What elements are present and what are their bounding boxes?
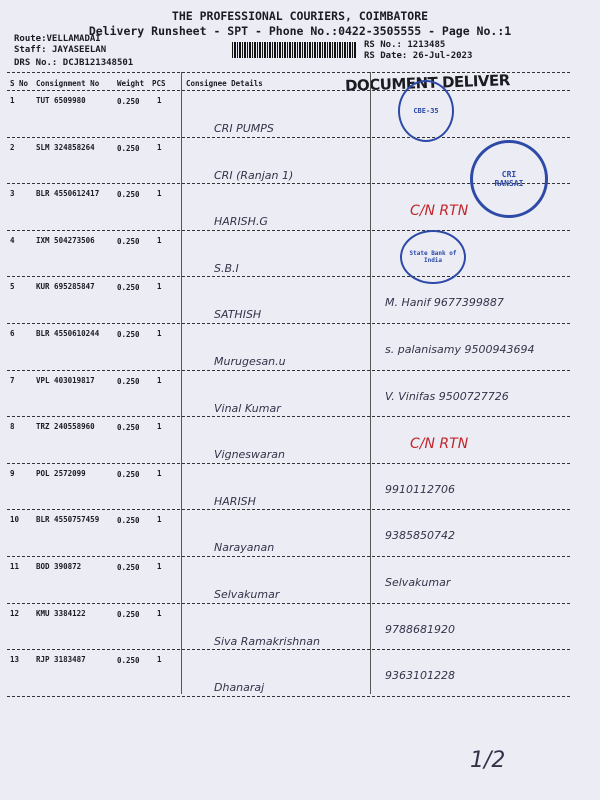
row-remark-handwritten: C/N RTN — [410, 436, 469, 453]
row-pcs: 1 — [157, 235, 162, 245]
row-separator — [7, 370, 570, 371]
barcode — [232, 42, 356, 58]
col-pcs: PCS — [152, 79, 166, 88]
row-consignment: RJP 3183487 — [36, 655, 86, 665]
row-sno: 3 — [10, 189, 15, 199]
runsheet-subtitle: Delivery Runsheet - SPT - Phone No.:0422-3505555 - Page No.:1 — [88, 24, 512, 38]
row-consignee-handwritten: HARISH.G — [214, 215, 268, 229]
row-consignee-handwritten: CRI PUMPS — [214, 122, 274, 135]
row-sno: 9 — [10, 468, 15, 478]
row-consignment: KUR 695285847 — [36, 282, 95, 292]
cri-seal-stamp: CBE-35 — [398, 80, 454, 142]
header-bottom-rule — [7, 90, 570, 91]
row-consignment: TRZ 240558960 — [36, 422, 95, 432]
row-consignment: BLR 4550612417 — [36, 189, 100, 199]
row-weight: 0.250 — [117, 330, 140, 339]
row-separator — [7, 276, 570, 277]
row-remark-handwritten: 9910112706 — [385, 482, 455, 496]
row-sno: 10 — [10, 515, 20, 525]
row-pcs: 1 — [157, 562, 162, 571]
row-consignee-handwritten: Murugesan.u — [214, 355, 286, 368]
row-consignment: KMU 3384122 — [36, 608, 86, 618]
page-mark: 1/2 — [470, 748, 506, 773]
col-weight: Weight — [117, 79, 145, 88]
drs-value: DCJB121348501 — [62, 58, 134, 68]
row-separator — [7, 230, 570, 231]
drs-row — [14, 58, 133, 68]
staff-label: Staff: — [14, 45, 47, 55]
row-pcs: 1 — [157, 608, 162, 618]
rs-no-value: 1213485 — [407, 40, 446, 50]
consignee-divider — [181, 72, 182, 694]
row-consignee-handwritten: Vinal Kumar — [214, 401, 281, 415]
rs-no-row — [364, 40, 445, 50]
row-consignee-handwritten: S.B.I — [214, 261, 239, 275]
row-separator — [7, 696, 570, 697]
row-weight: 0.250 — [117, 609, 140, 619]
row-weight: 0.250 — [117, 97, 140, 106]
row-remark-handwritten: 9385850742 — [385, 529, 455, 543]
row-pcs: 1 — [157, 375, 162, 385]
row-weight: 0.250 — [117, 469, 140, 479]
row-consignment: BLR 4550610244 — [36, 329, 100, 338]
document-deliver-stamp: DOCUMENT DELIVER — [344, 71, 511, 95]
row-sno: 11 — [10, 562, 20, 571]
row-pcs: 1 — [157, 142, 162, 152]
row-pcs: 1 — [157, 515, 162, 525]
row-separator — [7, 649, 570, 650]
rs-date-row — [364, 51, 472, 61]
row-sno: 6 — [10, 329, 15, 338]
row-weight: 0.250 — [117, 516, 140, 526]
route-row — [14, 34, 101, 44]
row-weight: 0.250 — [117, 190, 140, 200]
row-pcs: 1 — [157, 189, 162, 199]
row-remark-handwritten: C/N RTN — [410, 203, 469, 220]
row-consignee-handwritten: Vigneswaran — [214, 448, 286, 462]
row-weight: 0.250 — [117, 563, 140, 572]
rs-no-label: RS No.: — [364, 40, 402, 50]
row-consignment: IXM 504273506 — [36, 235, 95, 245]
staff-row — [14, 45, 106, 55]
header-top-rule — [7, 72, 570, 73]
col-consignee: Consignee Details — [186, 79, 263, 88]
company-title: THE PROFESSIONAL COURIERS, COIMBATORE — [171, 9, 429, 23]
row-pcs: 1 — [157, 422, 162, 432]
row-sno: 5 — [10, 282, 15, 292]
row-consignee-handwritten: Siva Ramakrishnan — [214, 634, 320, 648]
row-consignee-handwritten: CRI (Ranjan 1) — [214, 168, 294, 182]
row-weight: 0.250 — [117, 283, 140, 293]
rs-date-label: RS Date: — [364, 51, 408, 61]
row-sno: 12 — [10, 608, 20, 618]
row-consignment: SLM 324858264 — [36, 142, 95, 152]
row-pcs: 1 — [157, 468, 162, 478]
sbi-stamp: State Bank of India — [400, 230, 466, 284]
row-pcs: 1 — [157, 655, 162, 665]
row-weight: 0.250 — [117, 656, 140, 666]
route-label: Route: — [14, 34, 47, 44]
row-separator — [7, 463, 570, 464]
row-consignment: POL 2572099 — [36, 468, 86, 478]
row-sno: 1 — [10, 96, 15, 105]
row-sno: 13 — [10, 655, 20, 665]
row-consignment: BLR 4550757459 — [36, 515, 100, 525]
row-weight: 0.250 — [117, 376, 140, 386]
row-weight: 0.250 — [117, 143, 140, 153]
row-sno: 4 — [10, 235, 15, 245]
row-remark-handwritten: Selvakumar — [385, 576, 451, 589]
row-sno: 2 — [10, 142, 15, 152]
row-pcs: 1 — [157, 96, 162, 105]
row-sno: 8 — [10, 422, 15, 432]
row-separator — [7, 416, 570, 417]
rs-date-value: 26-Jul-2023 — [412, 51, 473, 61]
row-remark-handwritten: V. Vinifas 9500727726 — [385, 389, 509, 403]
row-remark-handwritten: 9788681920 — [385, 622, 455, 636]
route-value: VELLAMADAI — [46, 34, 101, 44]
row-pcs: 1 — [157, 329, 162, 338]
row-consignee-handwritten: Selvakumar — [214, 588, 280, 601]
row-weight: 0.250 — [117, 423, 140, 433]
row-remark-handwritten: s. palanisamy 9500943694 — [385, 343, 535, 356]
row-consignment: TUT 6509980 — [36, 96, 86, 105]
staff-value: JAYASEELAN — [51, 45, 107, 55]
row-remark-handwritten: 9363101228 — [385, 669, 455, 683]
drs-label: DRS No.: — [14, 58, 58, 68]
row-separator — [7, 603, 570, 604]
row-consignee-handwritten: Narayanan — [214, 541, 275, 555]
col-consignment: Consignment No — [36, 79, 100, 88]
row-sno: 7 — [10, 375, 15, 385]
row-separator — [7, 323, 570, 324]
col-sno: S No — [10, 79, 29, 88]
row-separator — [7, 509, 570, 510]
signature-divider — [370, 72, 371, 694]
cri-pumps-stamp: CRI RANSAI — [470, 140, 548, 218]
row-remark-handwritten: M. Hanif 9677399887 — [385, 296, 504, 310]
row-consignment: VPL 403019817 — [36, 375, 95, 385]
row-weight: 0.250 — [117, 236, 140, 246]
row-separator — [7, 137, 570, 138]
row-consignment: BOD 390872 — [36, 562, 82, 571]
row-separator — [7, 556, 570, 557]
row-pcs: 1 — [157, 282, 162, 292]
row-consignee-handwritten: SATHISH — [214, 308, 262, 322]
row-consignee-handwritten: HARISH — [214, 494, 256, 508]
row-consignee-handwritten: Dhanaraj — [214, 681, 265, 695]
